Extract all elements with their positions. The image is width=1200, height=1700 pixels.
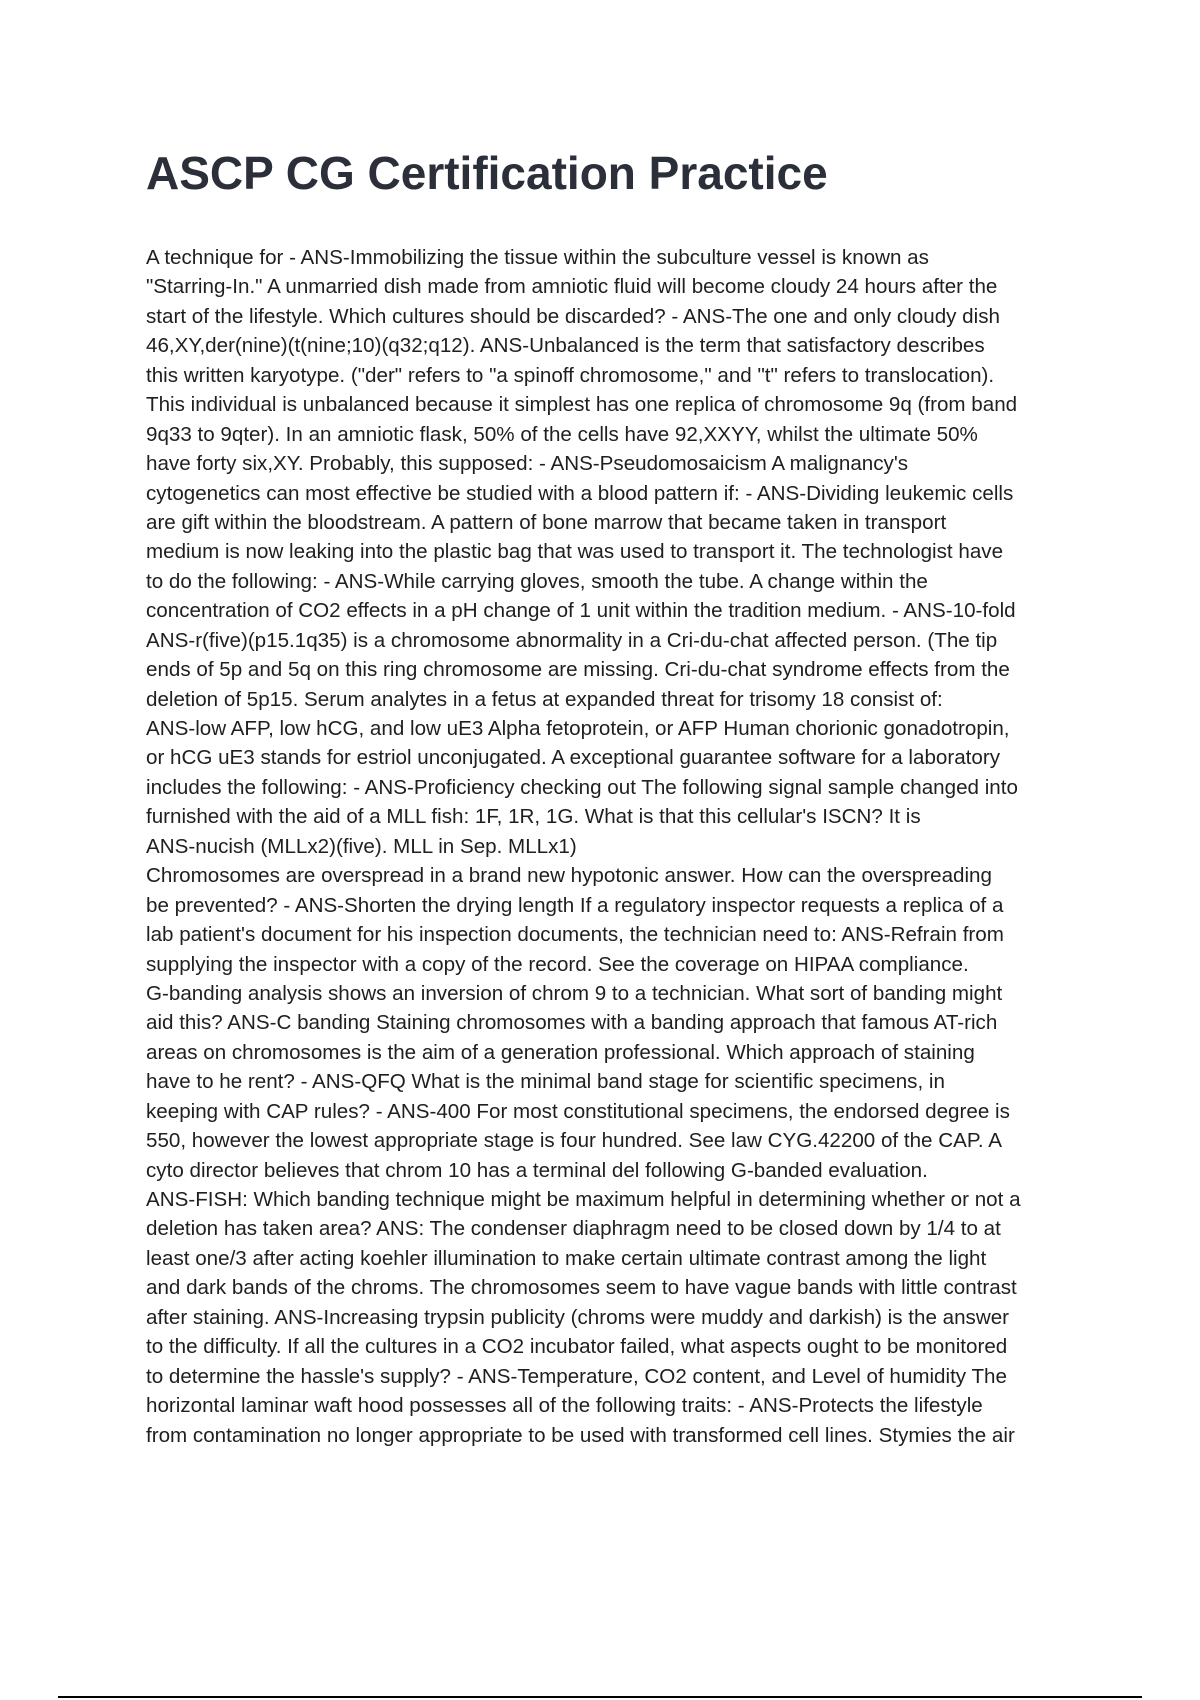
body-text-line: be prevented? - ANS-Shorten the drying length If a regulatory inspector requests a replica of a <box>146 893 1004 917</box>
body-text-line: cyto director believes that chrom 10 has a terminal del following G-banded evaluation. <box>146 1158 928 1182</box>
body-text-line: and dark bands of the chroms. The chromosomes seem to have vague bands with little contrast <box>146 1276 1017 1300</box>
body-text-line: ANS-r(five)(p15.1q35) is a chromosome abnormality in a Cri-du-chat affected person. (The tip <box>146 628 998 652</box>
body-text-line: 46,XY,der(nine)(t(nine;10)(q32;q12). ANS-Unbalanced is the term that satisfactory describes <box>146 334 985 358</box>
body-text-line: ends of 5p and 5q on this ring chromosome are missing. Cri-du-chat syndrome effects from the <box>146 658 1010 682</box>
footer-divider <box>58 1696 1142 1698</box>
body-text-line: have to he rent? - ANS-QFQ What is the minimal band stage for scientific specimens, in <box>146 1070 945 1094</box>
body-text-line: cytogenetics can most effective be studied with a blood pattern if: - ANS-Dividing leukemic cells <box>146 481 1014 505</box>
body-text-line: deletion has taken area? ANS: The condenser diaphragm need to be closed down by 1/4 to at <box>146 1217 1001 1241</box>
page-title: ASCP CG Certification Practice <box>146 147 828 199</box>
body-text-line: Chromosomes are overspread in a brand new hypotonic answer. How can the overspreading <box>146 864 992 888</box>
body-text-line: "Starring-In." A unmarried dish made from amniotic fluid will become cloudy 24 hours after the <box>146 275 998 299</box>
body-text-line: this written karyotype. ("der" refers to "a spinoff chromosome," and "t" refers to translocation). <box>146 363 995 387</box>
body-text <box>146 243 1096 1450</box>
body-text-line: lab patient's document for his inspection documents, the technician need to: ANS-Refrain from <box>146 923 1004 947</box>
body-text-line: aid this? ANS-C banding Staining chromosomes with a banding approach that famous AT-rich <box>146 1011 998 1035</box>
body-text-line: G-banding analysis shows an inversion of chrom 9 to a technician. What sort of banding might <box>146 981 1003 1005</box>
body-text-line: have forty six,XY. Probably, this supposed: - ANS-Pseudomosaicism A malignancy's <box>146 452 909 476</box>
body-text-line: from contamination no longer appropriate to be used with transformed cell lines. Stymies the air <box>146 1423 1015 1447</box>
body-text-line: supplying the inspector with a copy of the record. See the coverage on HIPAA compliance. <box>146 952 969 976</box>
body-text-line: least one/3 after acting koehler illumination to make certain ultimate contrast among the light <box>146 1246 987 1270</box>
body-text-line: to determine the hassle's supply? - ANS-Temperature, CO2 content, and Level of humidity The <box>146 1364 1007 1388</box>
body-text-line: This individual is unbalanced because it simplest has one replica of chromosome 9q (from band <box>146 393 1018 417</box>
body-text-line: or hCG uE3 stands for estriol unconjugated. A exceptional guarantee software for a laboratory <box>146 746 1001 770</box>
body-text-line: ANS-FISH: Which banding technique might be maximum helpful in determining whether or not a <box>146 1188 1021 1211</box>
body-text-line: keeping with CAP rules? - ANS-400 For most constitutional specimens, the endorsed degree is <box>146 1099 1010 1123</box>
body-text-line: ANS-nucish (MLLx2)(five). MLL in Sep. MLLx1) <box>146 834 577 858</box>
body-text-line: areas on chromosomes is the aim of a generation professional. Which approach of staining <box>146 1040 975 1064</box>
body-text-line: deletion of 5p15. Serum analytes in a fetus at expanded threat for trisomy 18 consist of: <box>146 687 943 711</box>
body-text-line: A technique for - ANS-Immobilizing the tissue within the subculture vessel is known as <box>146 246 929 269</box>
body-text-line: furnished with the aid of a MLL fish: 1F, 1R, 1G. What is that this cellular's ISCN? It is <box>146 805 921 829</box>
body-text-line: to the difficulty. If all the cultures in a CO2 incubator failed, what aspects ought to be monitored <box>146 1335 1008 1359</box>
body-text-line: to do the following: - ANS-While carrying gloves, smooth the tube. A change within the <box>146 569 928 593</box>
body-text-line: after staining. ANS-Increasing trypsin publicity (chroms were muddy and darkish) is the answer <box>146 1305 1010 1329</box>
body-text-line: 9q33 to 9qter). In an amniotic flask, 50% of the cells have 92,XXYY, whilst the ultimate 50% <box>146 422 978 446</box>
body-text-line: concentration of CO2 effects in a pH change of 1 unit within the tradition medium. - ANS-10-fold <box>146 599 1016 623</box>
body-text-line: includes the following: - ANS-Proficiency checking out The following signal sample changed into <box>146 775 1018 799</box>
body-text-line: medium is now leaking into the plastic bag that was used to transport it. The technologist have <box>146 540 1004 564</box>
body-text-line: 550, however the lowest appropriate stage is four hundred. See law CYG.42200 of the CAP. A <box>146 1129 1002 1153</box>
body-text-line: start of the lifestyle. Which cultures should be discarded? - ANS-The one and only cloudy dish <box>146 304 1000 328</box>
body-text-line: horizontal laminar waft hood possesses all of the following traits: - ANS-Protects the lifestyle <box>146 1394 983 1418</box>
body-text-line: ANS-low AFP, low hCG, and low uE3 Alpha fetoprotein, or AFP Human chorionic gonadotropin, <box>146 717 1010 740</box>
body-text-line: are gift within the bloodstream. A pattern of bone marrow that became taken in transport <box>146 510 947 534</box>
